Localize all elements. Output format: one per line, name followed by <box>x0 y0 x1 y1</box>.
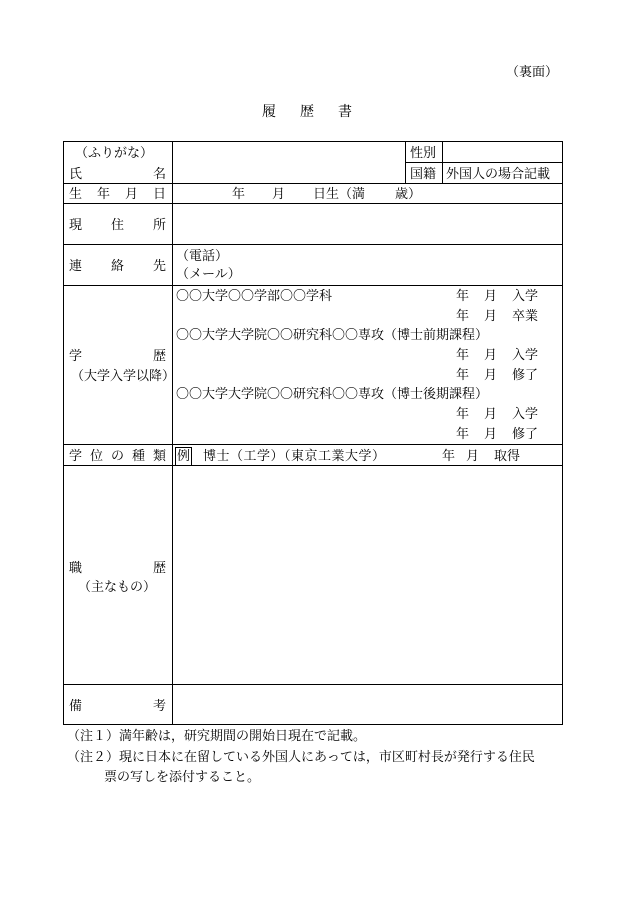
gender-field[interactable] <box>444 143 560 161</box>
contact-label-char-3: 先 <box>152 259 166 274</box>
degree-label-char-4: 種 <box>131 449 145 464</box>
degree-label <box>69 450 166 463</box>
table-border-right <box>562 141 563 725</box>
edu-status-4: 修了 <box>512 368 539 383</box>
name-label-char-1: 氏 <box>69 167 83 182</box>
degree-example: 博士（工学）（東京工業大学） <box>203 449 386 464</box>
career-label-char-2: 歴 <box>152 561 166 576</box>
degree-label-char-1: 学 <box>69 449 83 464</box>
birth-day-age-prefix: 日生（満 <box>313 187 366 202</box>
name-label-char-2: 名 <box>152 167 166 182</box>
remarks-field[interactable] <box>174 686 560 723</box>
edu-status-2: 卒業 <box>512 309 539 324</box>
edu-year-1: 年 <box>456 289 470 304</box>
edu-status-1: 入学 <box>512 289 539 304</box>
education-label-char-2: 歴 <box>152 349 166 364</box>
birth-age-suffix: 歳） <box>395 187 422 202</box>
row-divider-birth <box>63 203 563 204</box>
remarks-label-char-2: 考 <box>152 699 166 714</box>
career-label <box>69 562 166 575</box>
contact-label <box>69 260 166 273</box>
nationality-field[interactable]: 外国人の場合記載 <box>446 167 551 182</box>
nationality-label: 国籍 <box>410 167 437 182</box>
degree-status: 取得 <box>494 449 521 464</box>
birth-label-char-4: 日 <box>152 187 166 202</box>
row-divider-education <box>63 444 563 445</box>
edu-status-3: 入学 <box>512 348 539 363</box>
name-field[interactable] <box>174 143 403 182</box>
edu-status-6: 修了 <box>512 427 539 442</box>
edu-month-2: 月 <box>484 309 498 324</box>
edu-year-3: 年 <box>456 348 470 363</box>
education-label-char-1: 学 <box>69 349 83 364</box>
row-divider-address <box>63 244 563 245</box>
education-sub-label: （大学入学以降） <box>71 369 176 384</box>
degree-month-unit: 月 <box>466 449 480 464</box>
career-field[interactable] <box>174 467 560 683</box>
contact-phone-label: （電話） <box>176 249 229 264</box>
career-sub-label: （主なもの） <box>78 580 157 595</box>
degree-label-char-2: 位 <box>89 449 103 464</box>
birth-label-char-3: 月 <box>124 187 138 202</box>
table-border-top <box>63 141 563 142</box>
contact-label-char-1: 連 <box>69 259 83 274</box>
education-school-1: 〇〇大学〇〇学部〇〇学科 <box>176 289 333 304</box>
education-label <box>69 350 166 363</box>
table-border-left <box>63 141 64 725</box>
edu-month-3: 月 <box>484 348 498 363</box>
edu-month-4: 月 <box>484 368 498 383</box>
note-2-line-1: （注２）現に日本に在留している外国人にあっては，市区町村長が発行する住民 <box>67 750 535 765</box>
row-divider-contact <box>63 285 563 286</box>
row-divider-name <box>63 183 563 184</box>
label-column-divider <box>172 141 173 725</box>
name-label <box>69 168 166 181</box>
remarks-label-char-1: 備 <box>69 699 83 714</box>
birth-label-char-1: 生 <box>69 187 83 202</box>
birth-year-unit: 年 <box>232 187 246 202</box>
edu-month-5: 月 <box>484 407 498 422</box>
education-school-2: 〇〇大学大学院〇〇研究科〇〇専攻（博士前期課程） <box>176 328 489 343</box>
degree-label-char-3: の <box>110 449 124 464</box>
edu-year-5: 年 <box>456 407 470 422</box>
edu-month-1: 月 <box>484 289 498 304</box>
address-field[interactable] <box>174 205 560 243</box>
row-divider-degree <box>63 465 563 466</box>
degree-label-char-5: 類 <box>152 449 166 464</box>
row-divider-career <box>63 684 563 685</box>
birth-month-unit: 月 <box>272 187 286 202</box>
note-2-line-2: 票の写しを添付すること。 <box>104 770 261 785</box>
address-label-char-1: 現 <box>69 218 83 233</box>
career-label-char-1: 職 <box>69 561 83 576</box>
remarks-label <box>69 700 166 713</box>
note-1: （注１）満年齢は，研究期間の開始日現在で記載。 <box>67 729 367 744</box>
birth-label-char-2: 年 <box>96 187 110 202</box>
gender-label: 性別 <box>410 146 437 161</box>
back-side-label: （裏面） <box>506 65 559 80</box>
edu-status-5: 入学 <box>512 407 539 422</box>
birth-label <box>69 188 166 201</box>
edu-month-6: 月 <box>484 427 498 442</box>
contact-mail-label: （メール） <box>176 267 241 282</box>
address-label-char-3: 所 <box>152 218 166 233</box>
furigana-label: （ふりがな） <box>75 146 154 161</box>
address-label-char-2: 住 <box>110 218 124 233</box>
page-title: 履歴書 <box>262 104 376 120</box>
degree-year-unit: 年 <box>442 449 456 464</box>
edu-year-4: 年 <box>456 368 470 383</box>
example-tag: 例 <box>177 449 191 464</box>
contact-label-char-2: 絡 <box>110 259 124 274</box>
edu-year-2: 年 <box>456 309 470 324</box>
gender-row-divider <box>405 162 563 163</box>
education-school-3: 〇〇大学大学院〇〇研究科〇〇専攻（博士後期課程） <box>176 387 489 402</box>
table-border-bottom <box>63 724 563 725</box>
address-label <box>69 219 166 232</box>
edu-year-6: 年 <box>456 427 470 442</box>
